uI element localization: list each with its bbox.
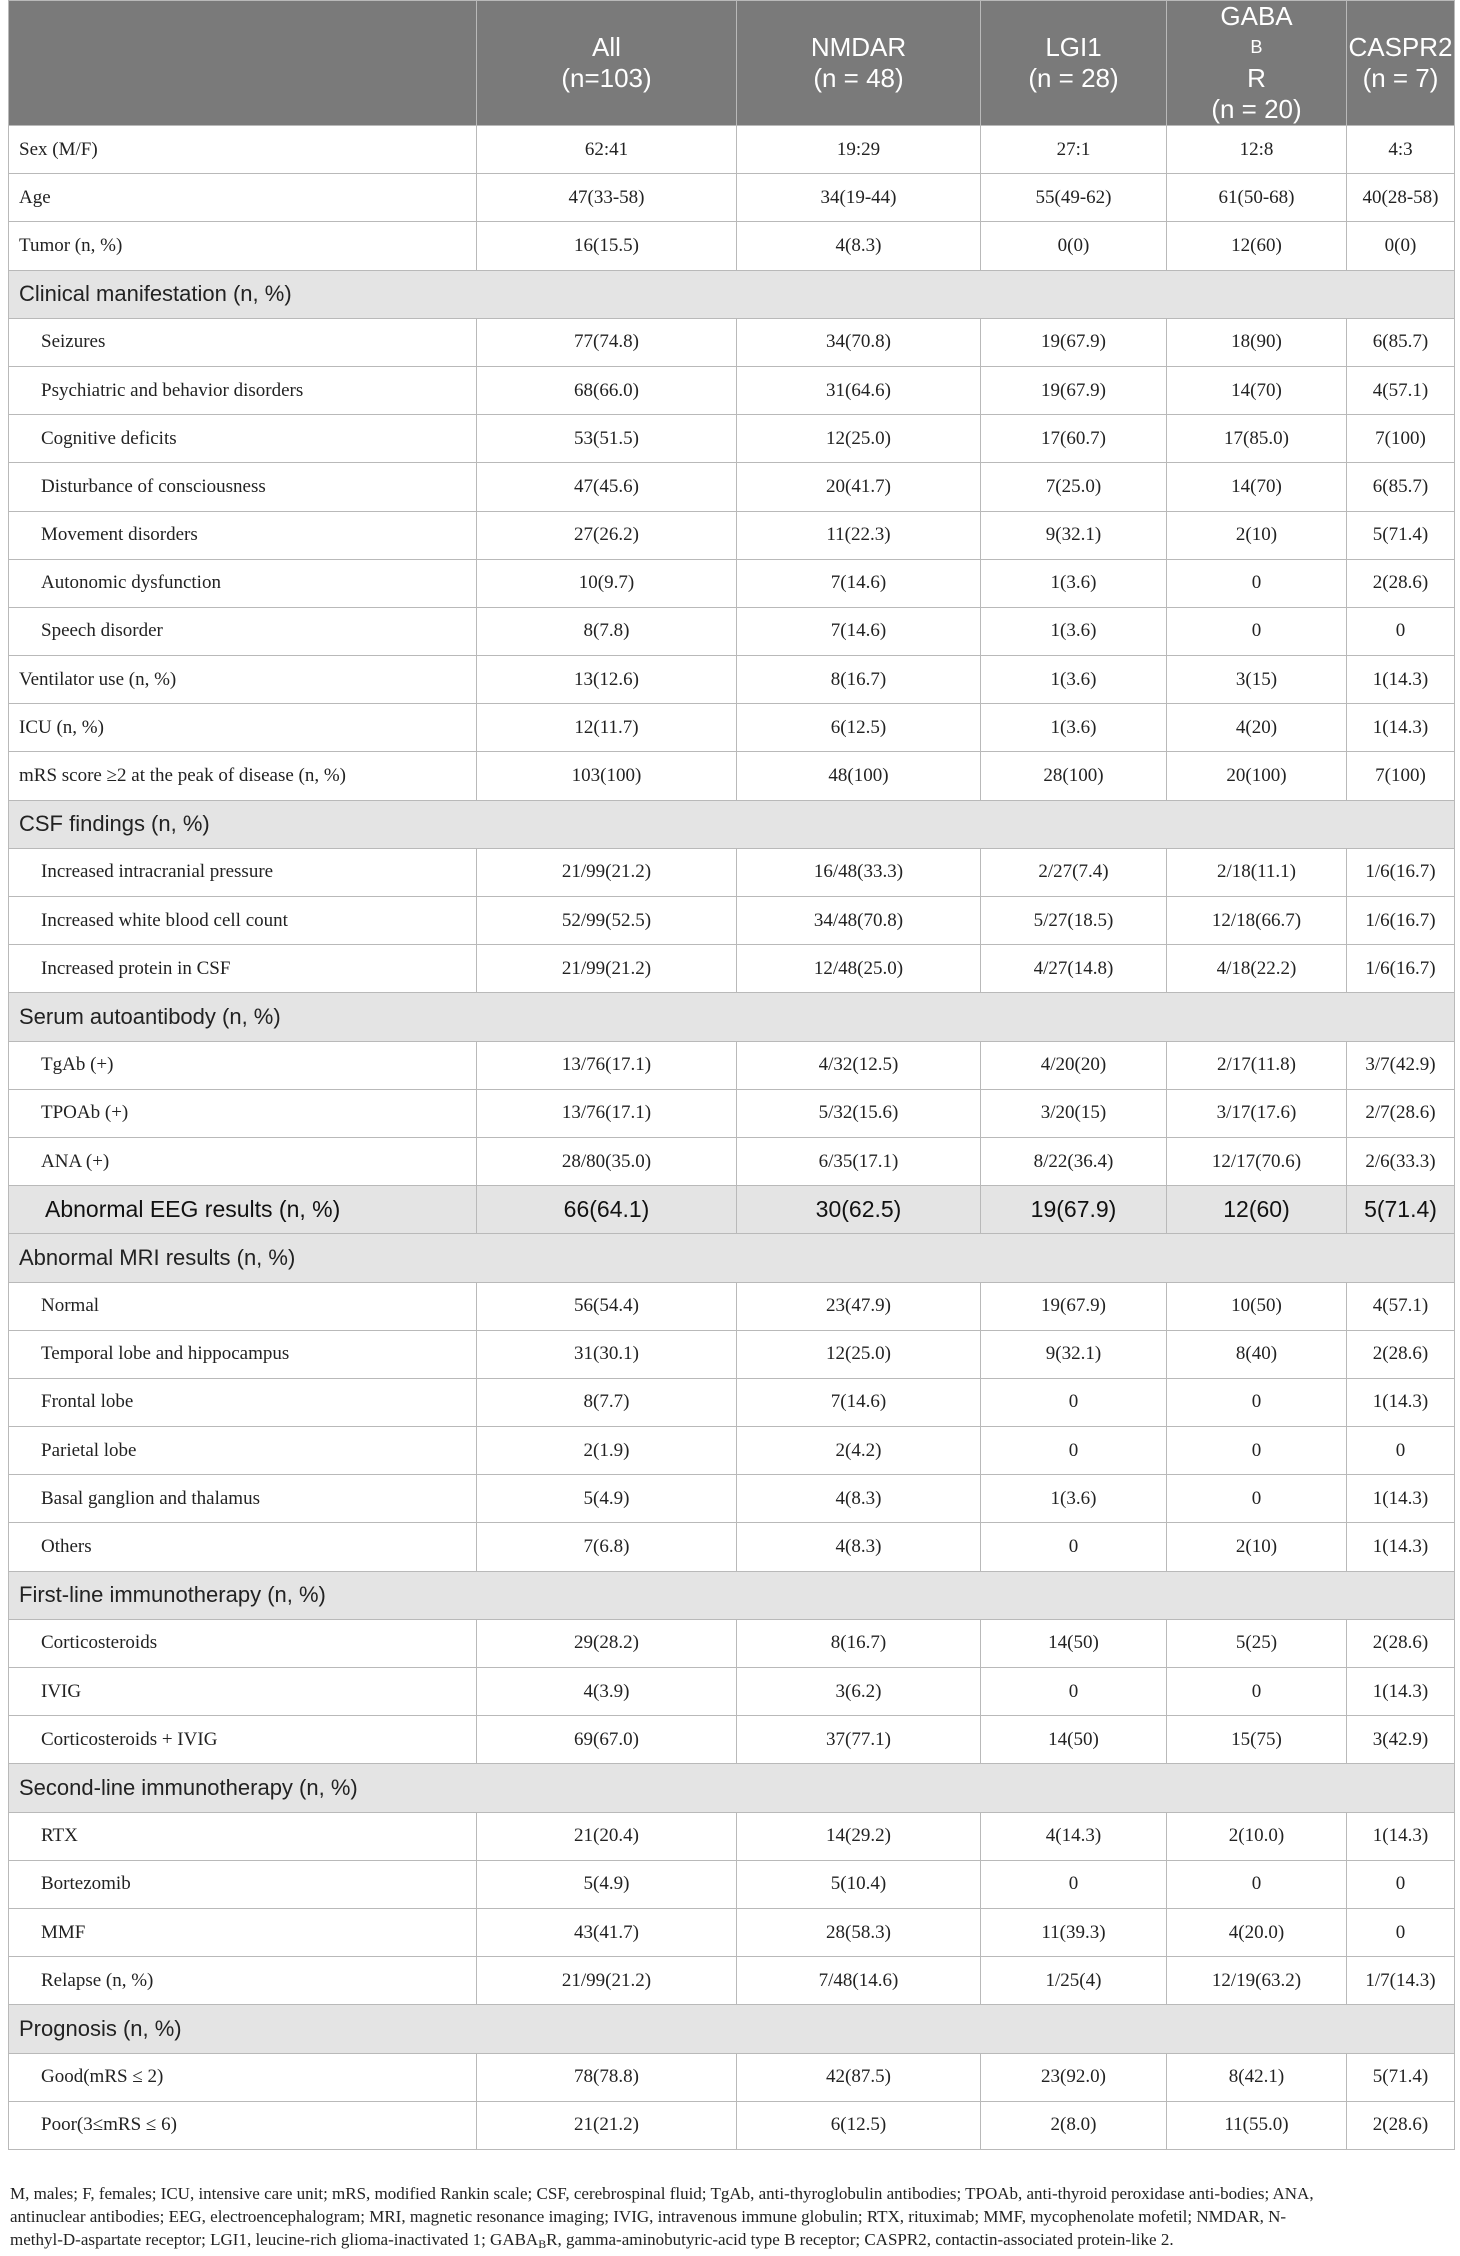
- table-cell: 1(3.6): [981, 656, 1167, 704]
- table-cell: 3(42.9): [1347, 1716, 1455, 1764]
- table-cell: 3/17(17.6): [1167, 1089, 1347, 1137]
- row-label: Basal ganglion and thalamus: [9, 1475, 477, 1523]
- table-cell: 19(67.9): [981, 1186, 1167, 1234]
- table-cell: 30(62.5): [737, 1186, 981, 1234]
- table-cell: 27:1: [981, 126, 1167, 174]
- table-cell: 23(92.0): [981, 2053, 1167, 2101]
- table-cell: 4/20(20): [981, 1041, 1167, 1089]
- table-cell: 2/17(11.8): [1167, 1041, 1347, 1089]
- table-row: [9, 704, 1455, 752]
- table-cell: 4:3: [1347, 126, 1455, 174]
- table-cell: 40(28-58): [1347, 174, 1455, 222]
- table-row: [9, 1089, 1455, 1137]
- table-cell: 0: [1167, 607, 1347, 655]
- table-cell: 19(67.9): [981, 1282, 1167, 1330]
- table-cell: 1(3.6): [981, 559, 1167, 607]
- table-cell: 2(28.6): [1347, 559, 1455, 607]
- row-label: Cognitive deficits: [9, 415, 477, 463]
- row-label: Temporal lobe and hippocampus: [9, 1330, 477, 1378]
- table-cell: 17(85.0): [1167, 415, 1347, 463]
- table-cell: 29(28.2): [477, 1619, 737, 1667]
- table-cell: 34(19-44): [737, 174, 981, 222]
- table-cell: 11(55.0): [1167, 2101, 1347, 2149]
- table-cell: 66(64.1): [477, 1186, 737, 1234]
- table-row: [9, 848, 1455, 896]
- table-cell: 3(6.2): [737, 1668, 981, 1716]
- table-cell: 37(77.1): [737, 1716, 981, 1764]
- header-nmdar-n: (n = 48): [813, 63, 904, 93]
- table-cell: 1(3.6): [981, 704, 1167, 752]
- section-header-row: [9, 993, 1455, 1041]
- table-header: [9, 1, 1455, 126]
- table-row: [9, 1137, 1455, 1185]
- table-cell: 8(40): [1167, 1330, 1347, 1378]
- section-title: Second-line immunotherapy (n, %): [9, 1764, 1455, 1812]
- table-cell: 61(50-68): [1167, 174, 1347, 222]
- table-cell: 1/7(14.3): [1347, 1957, 1455, 2005]
- table-cell: 28/80(35.0): [477, 1137, 737, 1185]
- table-cell: 21/99(21.2): [477, 848, 737, 896]
- table-cell: 21(20.4): [477, 1812, 737, 1860]
- section-header-row: [9, 270, 1455, 318]
- table-cell: 62:41: [477, 126, 737, 174]
- table-row: [9, 1716, 1455, 1764]
- row-label: mRS score ≥2 at the peak of disease (n, %): [9, 752, 477, 800]
- header-gabab-name: GABA B R: [1220, 1, 1293, 93]
- table-cell: 4/18(22.2): [1167, 945, 1347, 993]
- table-cell: 6(85.7): [1347, 463, 1455, 511]
- table-cell: 4(14.3): [981, 1812, 1167, 1860]
- row-label: Corticosteroids: [9, 1619, 477, 1667]
- table-cell: 0: [981, 1668, 1167, 1716]
- table-cell: 4(57.1): [1347, 366, 1455, 414]
- table-cell: 7(14.6): [737, 607, 981, 655]
- table-cell: 42(87.5): [737, 2053, 981, 2101]
- row-label: RTX: [9, 1812, 477, 1860]
- header-gabab-n: (n = 20): [1211, 94, 1302, 124]
- table-cell: 12(11.7): [477, 704, 737, 752]
- table-cell: 31(64.6): [737, 366, 981, 414]
- row-label: Ventilator use (n, %): [9, 656, 477, 704]
- table-row: [9, 415, 1455, 463]
- row-label: Age: [9, 174, 477, 222]
- table-cell: 1(14.3): [1347, 704, 1455, 752]
- table-cell: 1/6(16.7): [1347, 945, 1455, 993]
- table-cell: 11(39.3): [981, 1908, 1167, 1956]
- table-cell: 12/19(63.2): [1167, 1957, 1347, 2005]
- table-cell: 4(57.1): [1347, 1282, 1455, 1330]
- table-cell: 4/27(14.8): [981, 945, 1167, 993]
- header-caspr2: [1347, 1, 1455, 126]
- table-cell: 14(70): [1167, 463, 1347, 511]
- table-cell: 43(41.7): [477, 1908, 737, 1956]
- section-header-row: [9, 2005, 1455, 2053]
- header-caspr2-name: CASPR2: [1348, 32, 1453, 62]
- table-row: [9, 1475, 1455, 1523]
- table-row: [9, 1908, 1455, 1956]
- row-label: IVIG: [9, 1668, 477, 1716]
- table-cell: 19(67.9): [981, 366, 1167, 414]
- row-label: Good(mRS ≤ 2): [9, 2053, 477, 2101]
- row-label: Poor(3≤mRS ≤ 6): [9, 2101, 477, 2149]
- table-cell: 1(3.6): [981, 607, 1167, 655]
- table-cell: 2(8.0): [981, 2101, 1167, 2149]
- row-label: Frontal lobe: [9, 1378, 477, 1426]
- header-row: [9, 1, 1455, 126]
- table-cell: 20(100): [1167, 752, 1347, 800]
- table-cell: 1(14.3): [1347, 1378, 1455, 1426]
- footnote-line-3: methyl-D-aspartate receptor; LGI1, leucine-rich glioma-inactivated 1; GABABR, gamma-aminobutyric-acid type B receptor; CASPR2, contactin-associated protein-like 2.: [10, 2230, 1174, 2251]
- table-cell: 19:29: [737, 126, 981, 174]
- header-gabab: [1167, 1, 1347, 126]
- header-nmdar-name: NMDAR: [810, 32, 907, 62]
- table-row: [9, 2101, 1455, 2149]
- row-label: Speech disorder: [9, 607, 477, 655]
- table-row: [9, 656, 1455, 704]
- table-cell: 5(4.9): [477, 1860, 737, 1908]
- table-cell: 18(90): [1167, 318, 1347, 366]
- table-cell: 1(14.3): [1347, 1668, 1455, 1716]
- table-cell: 1(14.3): [1347, 656, 1455, 704]
- table-cell: 0: [1167, 559, 1347, 607]
- table-cell: 21/99(21.2): [477, 945, 737, 993]
- table-cell: 7(100): [1347, 415, 1455, 463]
- row-label: Parietal lobe: [9, 1427, 477, 1475]
- table-row: [9, 1427, 1455, 1475]
- table-cell: 27(26.2): [477, 511, 737, 559]
- table-cell: 13(12.6): [477, 656, 737, 704]
- table-cell: 0: [1347, 1427, 1455, 1475]
- row-label: Disturbance of consciousness: [9, 463, 477, 511]
- table-cell: 28(100): [981, 752, 1167, 800]
- table-cell: 31(30.1): [477, 1330, 737, 1378]
- table-cell: 19(67.9): [981, 318, 1167, 366]
- table-body: [9, 126, 1455, 2150]
- table-cell: 20(41.7): [737, 463, 981, 511]
- table-cell: 3(15): [1167, 656, 1347, 704]
- table-cell: 8(16.7): [737, 656, 981, 704]
- footnote-line-1: M, males; F, females; ICU, intensive care unit; mRS, modified Rankin scale; CSF, cerebrospinal fluid; TgAb, anti-thyroglobulin antibodies; TPOAb, anti-thyroid peroxidase anti-bodies; ANA,: [10, 2184, 1314, 2203]
- table-cell: 5/32(15.6): [737, 1089, 981, 1137]
- table-row: [9, 897, 1455, 945]
- table-cell: 1/6(16.7): [1347, 848, 1455, 896]
- header-nmdar: [737, 1, 981, 126]
- table-row: [9, 945, 1455, 993]
- table-cell: 2(10.0): [1167, 1812, 1347, 1860]
- table-cell: 12(25.0): [737, 1330, 981, 1378]
- table-cell: 3/20(15): [981, 1089, 1167, 1137]
- header-all-n: (n=103): [561, 63, 652, 93]
- table-cell: 5(71.4): [1347, 511, 1455, 559]
- table-cell: 0: [1167, 1475, 1347, 1523]
- footnote-line-2: antinuclear antibodies; EEG, electroencephalogram; MRI, magnetic resonance imaging; IVIG, intravenous immune globulin; RTX, rituximab; MMF, mycophenolate mofetil; NMDAR, N-: [10, 2207, 1287, 2226]
- table-cell: 23(47.9): [737, 1282, 981, 1330]
- table-cell: 3/7(42.9): [1347, 1041, 1455, 1089]
- section-header-row: [9, 1571, 1455, 1619]
- section-header-row: [9, 1234, 1455, 1282]
- table-cell: 28(58.3): [737, 1908, 981, 1956]
- header-lgi1: [981, 1, 1167, 126]
- table-cell: 5(4.9): [477, 1475, 737, 1523]
- table-cell: 2/18(11.1): [1167, 848, 1347, 896]
- table-row: [9, 511, 1455, 559]
- table-cell: 0: [1167, 1378, 1347, 1426]
- row-label: ICU (n, %): [9, 704, 477, 752]
- table-cell: 0: [1347, 607, 1455, 655]
- highlight-row: [9, 1186, 1455, 1234]
- section-title: First-line immunotherapy (n, %): [9, 1571, 1455, 1619]
- table-row: [9, 1282, 1455, 1330]
- table-cell: 47(45.6): [477, 463, 737, 511]
- table-cell: 10(50): [1167, 1282, 1347, 1330]
- table-cell: 2/7(28.6): [1347, 1089, 1455, 1137]
- table-cell: 56(54.4): [477, 1282, 737, 1330]
- table-cell: 4(3.9): [477, 1668, 737, 1716]
- table-cell: 55(49-62): [981, 174, 1167, 222]
- table-cell: 2(28.6): [1347, 2101, 1455, 2149]
- table-row: [9, 1668, 1455, 1716]
- row-label: Normal: [9, 1282, 477, 1330]
- header-lgi1-n: (n = 28): [1028, 63, 1119, 93]
- table-row: [9, 2053, 1455, 2101]
- row-label: MMF: [9, 1908, 477, 1956]
- table-cell: 1(14.3): [1347, 1475, 1455, 1523]
- table-cell: 4/32(12.5): [737, 1041, 981, 1089]
- table-cell: 11(22.3): [737, 511, 981, 559]
- table-row: [9, 1523, 1455, 1571]
- table-cell: 5/27(18.5): [981, 897, 1167, 945]
- table-cell: 4(8.3): [737, 222, 981, 270]
- header-blank-cell: [9, 1, 477, 126]
- table-cell: 2(4.2): [737, 1427, 981, 1475]
- table-row: [9, 607, 1455, 655]
- row-label: Seizures: [9, 318, 477, 366]
- row-label: Movement disorders: [9, 511, 477, 559]
- table-cell: 14(70): [1167, 366, 1347, 414]
- table-cell: 52/99(52.5): [477, 897, 737, 945]
- section-title: Abnormal MRI results (n, %): [9, 1234, 1455, 1282]
- row-label: Increased intracranial pressure: [9, 848, 477, 896]
- table-row: [9, 752, 1455, 800]
- table-cell: 0: [1347, 1908, 1455, 1956]
- table-row: [9, 463, 1455, 511]
- table-cell: 78(78.8): [477, 2053, 737, 2101]
- table-cell: 0: [1167, 1427, 1347, 1475]
- table-row: [9, 1812, 1455, 1860]
- table-cell: 1/6(16.7): [1347, 897, 1455, 945]
- table-row: [9, 174, 1455, 222]
- table-cell: 9(32.1): [981, 511, 1167, 559]
- table-cell: 7(6.8): [477, 1523, 737, 1571]
- table-cell: 2(1.9): [477, 1427, 737, 1475]
- table-footnote: [10, 2182, 1446, 2256]
- table-cell: 48(100): [737, 752, 981, 800]
- table-cell: 34(70.8): [737, 318, 981, 366]
- table-cell: 0(0): [981, 222, 1167, 270]
- table-container: [8, 0, 1454, 2150]
- row-label: Autonomic dysfunction: [9, 559, 477, 607]
- table-cell: 0(0): [1347, 222, 1455, 270]
- table-cell: 77(74.8): [477, 318, 737, 366]
- row-label: Psychiatric and behavior disorders: [9, 366, 477, 414]
- table-cell: 53(51.5): [477, 415, 737, 463]
- table-row: [9, 559, 1455, 607]
- table-cell: 7/48(14.6): [737, 1957, 981, 2005]
- table-cell: 34/48(70.8): [737, 897, 981, 945]
- table-cell: 13/76(17.1): [477, 1041, 737, 1089]
- table-cell: 4(20): [1167, 704, 1347, 752]
- row-label: Increased white blood cell count: [9, 897, 477, 945]
- table-row: [9, 222, 1455, 270]
- header-all-name: All: [592, 32, 621, 62]
- table-row: [9, 1860, 1455, 1908]
- section-title: Serum autoantibody (n, %): [9, 993, 1455, 1041]
- clinical-characteristics-table: [8, 0, 1455, 2150]
- table-cell: 12:8: [1167, 126, 1347, 174]
- table-cell: 2(28.6): [1347, 1330, 1455, 1378]
- table-cell: 0: [981, 1427, 1167, 1475]
- table-cell: 8(16.7): [737, 1619, 981, 1667]
- table-cell: 12/48(25.0): [737, 945, 981, 993]
- row-label: Abnormal EEG results (n, %): [9, 1186, 477, 1234]
- section-header-row: [9, 1764, 1455, 1812]
- table-cell: 68(66.0): [477, 366, 737, 414]
- row-label: Sex (M/F): [9, 126, 477, 174]
- header-all: [477, 1, 737, 126]
- table-row: [9, 1041, 1455, 1089]
- table-cell: 7(14.6): [737, 1378, 981, 1426]
- table-cell: 8(42.1): [1167, 2053, 1347, 2101]
- table-cell: 1/25(4): [981, 1957, 1167, 2005]
- row-label: ANA (+): [9, 1137, 477, 1185]
- table-cell: 21/99(21.2): [477, 1957, 737, 2005]
- table-cell: 8/22(36.4): [981, 1137, 1167, 1185]
- table-cell: 0: [981, 1860, 1167, 1908]
- table-cell: 8(7.7): [477, 1378, 737, 1426]
- table-cell: 13/76(17.1): [477, 1089, 737, 1137]
- table-row: [9, 1957, 1455, 2005]
- table-cell: 5(25): [1167, 1619, 1347, 1667]
- table-cell: 12(60): [1167, 1186, 1347, 1234]
- table-cell: 2/6(33.3): [1347, 1137, 1455, 1185]
- table-cell: 21(21.2): [477, 2101, 737, 2149]
- table-cell: 6(12.5): [737, 2101, 981, 2149]
- table-row: [9, 1378, 1455, 1426]
- table-cell: 12/18(66.7): [1167, 897, 1347, 945]
- table-cell: 0: [981, 1378, 1167, 1426]
- table-cell: 0: [1167, 1668, 1347, 1716]
- table-cell: 7(25.0): [981, 463, 1167, 511]
- section-title: Clinical manifestation (n, %): [9, 270, 1455, 318]
- table-cell: 2(10): [1167, 1523, 1347, 1571]
- table-cell: 6(85.7): [1347, 318, 1455, 366]
- row-label: Relapse (n, %): [9, 1957, 477, 2005]
- table-row: [9, 126, 1455, 174]
- table-cell: 0: [981, 1523, 1167, 1571]
- table-row: [9, 366, 1455, 414]
- row-label: Increased protein in CSF: [9, 945, 477, 993]
- row-label: Bortezomib: [9, 1860, 477, 1908]
- table-cell: 0: [1167, 1860, 1347, 1908]
- table-cell: 17(60.7): [981, 415, 1167, 463]
- table-cell: 6(12.5): [737, 704, 981, 752]
- table-cell: 0: [1347, 1860, 1455, 1908]
- table-cell: 69(67.0): [477, 1716, 737, 1764]
- table-cell: 1(14.3): [1347, 1812, 1455, 1860]
- table-cell: 8(7.8): [477, 607, 737, 655]
- table-cell: 6/35(17.1): [737, 1137, 981, 1185]
- table-cell: 5(10.4): [737, 1860, 981, 1908]
- table-cell: 47(33-58): [477, 174, 737, 222]
- table-cell: 14(29.2): [737, 1812, 981, 1860]
- section-title: Prognosis (n, %): [9, 2005, 1455, 2053]
- table-cell: 16/48(33.3): [737, 848, 981, 896]
- table-cell: 4(20.0): [1167, 1908, 1347, 1956]
- table-cell: 10(9.7): [477, 559, 737, 607]
- row-label: TgAb (+): [9, 1041, 477, 1089]
- row-label: TPOAb (+): [9, 1089, 477, 1137]
- table-row: [9, 318, 1455, 366]
- table-row: [9, 1619, 1455, 1667]
- section-title: CSF findings (n, %): [9, 800, 1455, 848]
- table-cell: 4(8.3): [737, 1475, 981, 1523]
- table-cell: 16(15.5): [477, 222, 737, 270]
- table-cell: 5(71.4): [1347, 1186, 1455, 1234]
- table-cell: 7(100): [1347, 752, 1455, 800]
- table-cell: 2/27(7.4): [981, 848, 1167, 896]
- table-cell: 14(50): [981, 1619, 1167, 1667]
- table-cell: 12(25.0): [737, 415, 981, 463]
- table-cell: 5(71.4): [1347, 2053, 1455, 2101]
- table-cell: 9(32.1): [981, 1330, 1167, 1378]
- table-cell: 2(28.6): [1347, 1619, 1455, 1667]
- row-label: Tumor (n, %): [9, 222, 477, 270]
- table-cell: 2(10): [1167, 511, 1347, 559]
- table-cell: 14(50): [981, 1716, 1167, 1764]
- table-cell: 15(75): [1167, 1716, 1347, 1764]
- table-cell: 12/17(70.6): [1167, 1137, 1347, 1185]
- row-label: Corticosteroids + IVIG: [9, 1716, 477, 1764]
- table-row: [9, 1330, 1455, 1378]
- table-cell: 7(14.6): [737, 559, 981, 607]
- row-label: Others: [9, 1523, 477, 1571]
- table-cell: 12(60): [1167, 222, 1347, 270]
- section-header-row: [9, 800, 1455, 848]
- table-cell: 4(8.3): [737, 1523, 981, 1571]
- table-cell: 103(100): [477, 752, 737, 800]
- table-cell: 1(14.3): [1347, 1523, 1455, 1571]
- header-caspr2-n: (n = 7): [1362, 63, 1439, 93]
- table-cell: 1(3.6): [981, 1475, 1167, 1523]
- header-lgi1-name: LGI1: [1045, 32, 1102, 62]
